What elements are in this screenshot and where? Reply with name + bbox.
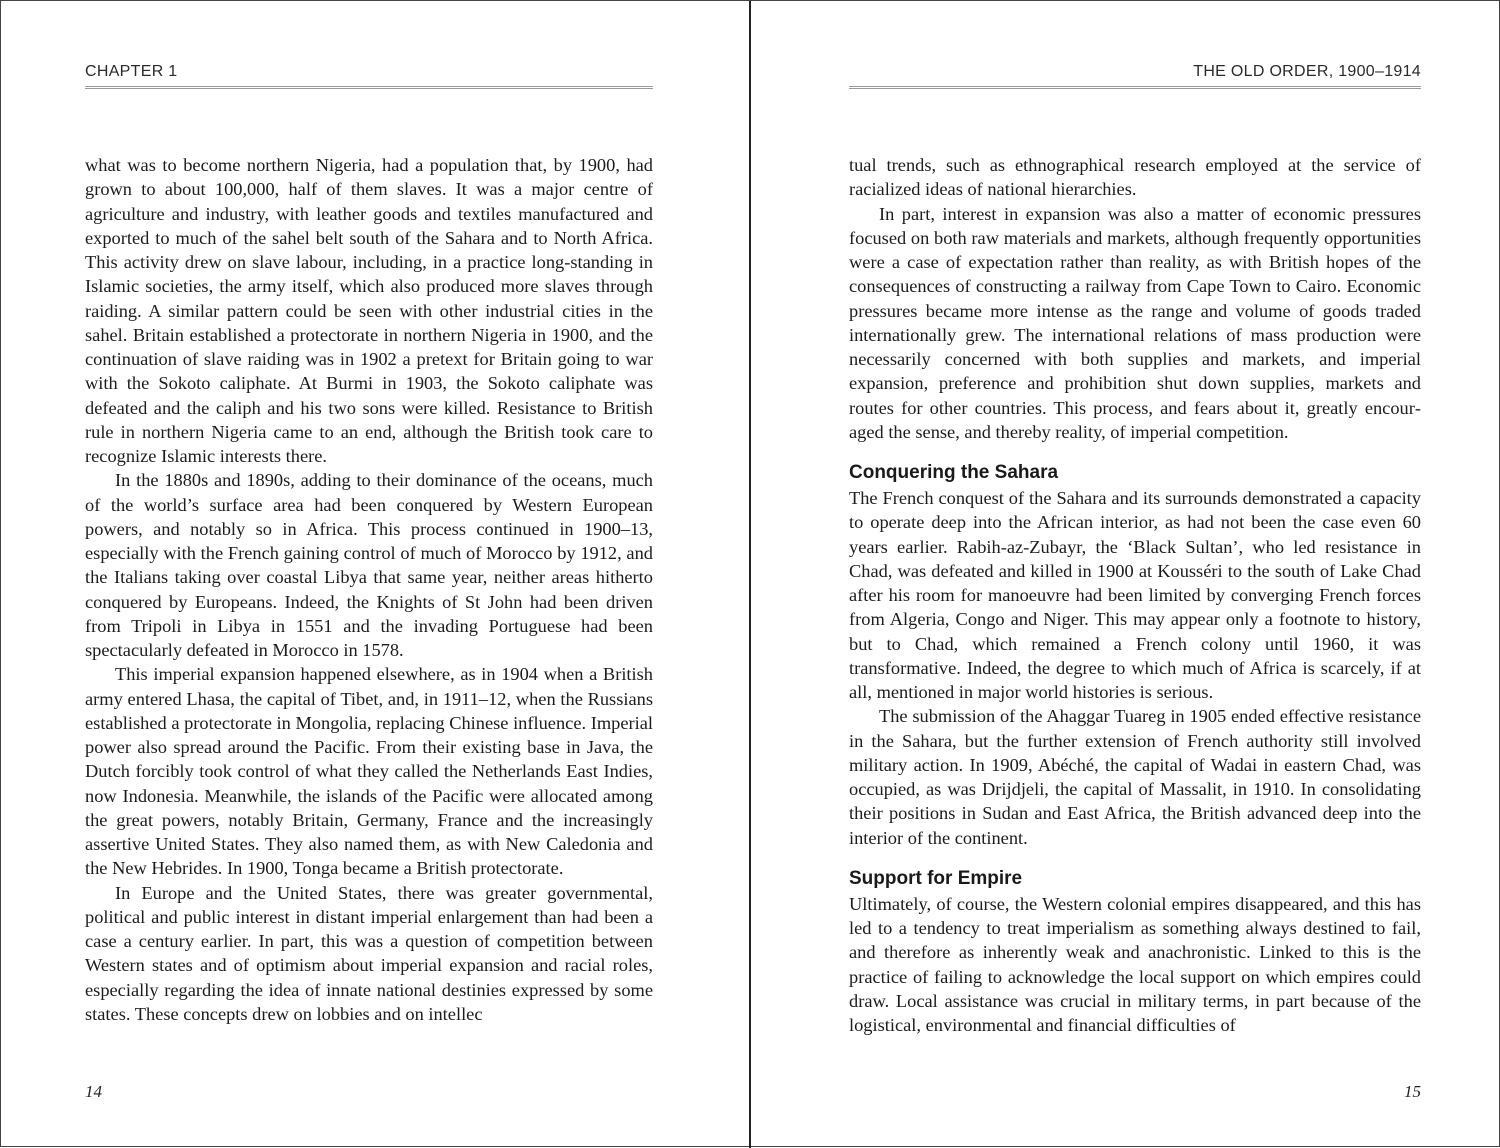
paragraph: This imperial expansion happened elsewhere, as in 1904 when a British army entered Lhasa, the capital of Tibet, and, in 1911–12, when the Russians established a protectorate in Mongolia, replacing Chinese influence. Imperial power also spread around the Pacific. From their existing base in Java, the Dutch forcibly took control of what they called the Netherlands East Indies, now Indonesia. Meanwhile, the islands of the Pacific were allocated among the great powers, notably Britain, Germany, France and the increasingly assertive United States. They also named them, as with New Caledonia and the New Hebrides. In 1900, Tonga became a British protectorate.: [85, 664, 653, 879]
paragraph: tual trends, such as ethnographical research employed at the service of racialized ideas of national hierarchies.: [849, 155, 1421, 200]
section-heading-support-for-empire: Support for Empire: [849, 867, 1023, 889]
page-number-right: 15: [1404, 1082, 1421, 1101]
right-page: [849, 1, 1421, 1148]
right-body-text: [849, 153, 1421, 1037]
paragraph: In part, interest in expansion was also a matter of economic pressures focused on both raw materials and markets, although frequently opportunities were a case of expectation rather than reality, as with British hopes of the consequences of constructing a railway from Cape Town to Cairo. Economic pressures became more intense as the range and volume of goods traded internationally grew. The international relations of mass production were necessarily concerned with both supplies and markets, and imperial expansion, preference and prohibition shut down supplies, markets and routes for other countries. This process, and fears about it, greatly encouraged the sense, and thereby reality, of imperial competition.: [849, 203, 1421, 442]
running-head-left: CHAPTER 1: [85, 63, 178, 80]
paragraph: In the 1880s and 1890s, adding to their dominance of the oceans, much of the world’s surface area had been conquered by Western European powers, and notably so in Africa. This process continued in 1900–13, especially with the French gaining control of much of Morocco by 1912, and the Italians taking over coastal Libya that same year, neither areas hitherto conquered by Europeans. Indeed, the Knights of St John had been driven from Tripoli in Libya in 1551 and the invading Portuguese had been spectacularly defeated in Morocco in 1578.: [85, 470, 653, 660]
header-rule-right: [849, 86, 1421, 89]
paragraph: The submission of the Ahaggar Tuareg in 1905 ended effective resistance in the Sahara, but the further extension of French authority still involved military action. In 1909, Abéché, the capital of Wadai in eastern Chad, was occupied, as was Drijdjeli, the capital of Massalit, in 1910. In consolidating their positions in Sudan and East Africa, the British advanced deep into the interior of the continent.: [849, 706, 1421, 848]
paragraph: The French conquest of the Sahara and its surrounds demonstrated a capacity to operate deep into the African interior, as had not been the case even 60 years earlier. Rabih-az-Zubayr, the ‘Black Sultan’, who led resistance in Chad, was defeated and killed in 1900 at Kousséri to the south of Lake Chad after his room for manoeuvre had been limited by converging French forces from Algeria, Congo and Niger. This may appear only a footnote to history, but to Chad, which remained a French colony until 1960, it was transformative. Indeed, the degree to which much of Africa is scarcely, if at all, mentioned in major world histories is serious.: [849, 488, 1421, 702]
gutter-divider: [749, 1, 751, 1148]
header-rule-left: [85, 86, 653, 89]
paragraph: In Europe and the United States, there was greater governmental, political and public interest in distant imperial enlargement than had been a case a century earlier. In part, this was a question of competition between Western states and of optimism about imperial expansion and racial roles, especially regarding the idea of innate national destinies expressed by some states. These concepts drew on lobbies and on intellec: [85, 882, 653, 1024]
left-body-text: [85, 153, 653, 1026]
left-page: [85, 1, 653, 1148]
section-heading-conquering-the-sahara: Conquering the Sahara: [849, 462, 1059, 483]
page-number-left: 14: [85, 1082, 102, 1101]
paragraph: Ultimately, of course, the Western colonial empires disappeared, and this has led to a tendency to treat imperialism as something always destined to fail, and therefore as inherently weak and anachronistic. Linked to this is the practice of failing to acknowledge the local support on which empires could draw. Local assistance was crucial in military terms, in part because of the logistical, environmental and financial difficulties of: [849, 893, 1421, 1035]
paragraph: what was to become northern Nigeria, had a population that, by 1900, had grown to about 100,000, half of them slaves. It was a major centre of agriculture and industry, with leather goods and textiles manufactured and exported to much of the sahel belt south of the Sahara and to North Africa. This activity drew on slave labour, including, in a practice long-standing in Islamic societies, the army itself, which also produced more slaves through raiding. A similar pattern could be seen with other industrial cities in the sahel. Britain established a protectorate in northern Nigeria in 1900, and the continuation of slave raiding was in 1902 a pretext for Britain going to war with the Sokoto caliphate. At Burmi in 1903, the Sokoto caliphate was defeated and the caliph and his two sons were killed. Resistance to British rule in northern Nigeria came to an end, although the British took care to recognize Islamic interests there.: [85, 155, 653, 466]
running-head-right: THE OLD ORDER, 1900–1914: [1193, 63, 1421, 80]
